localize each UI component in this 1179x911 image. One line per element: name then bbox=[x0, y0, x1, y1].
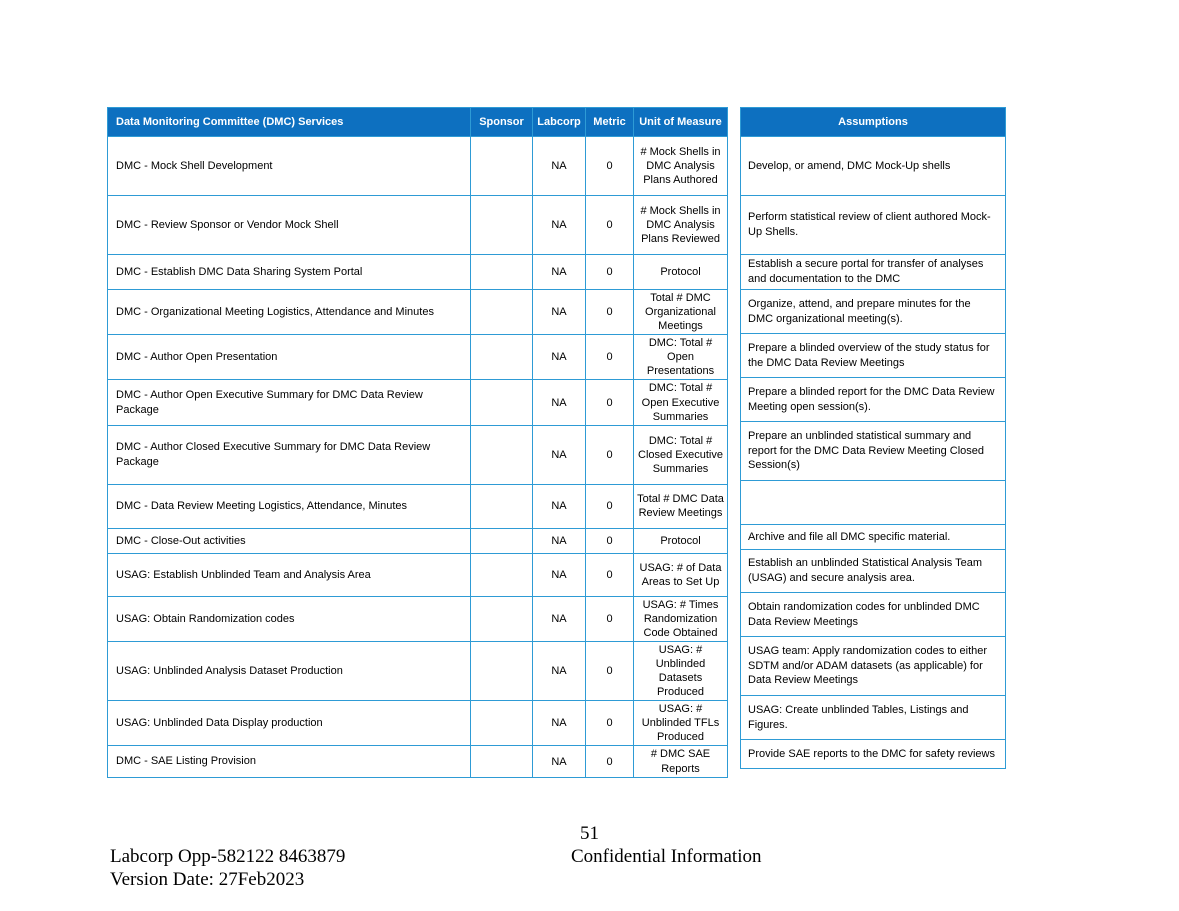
labcorp-cell: NA bbox=[533, 380, 586, 425]
page-number: 51 bbox=[580, 823, 599, 844]
assumption-cell: USAG: Create unblinded Tables, Listings and Figures. bbox=[741, 696, 1006, 740]
labcorp-cell: NA bbox=[533, 255, 586, 290]
labcorp-cell: NA bbox=[533, 596, 586, 641]
unit-of-measure-cell: # Mock Shells in DMC Analysis Plans Reviewed bbox=[634, 196, 728, 255]
labcorp-cell: NA bbox=[533, 553, 586, 596]
assumption-cell bbox=[741, 481, 1006, 525]
metric-cell: 0 bbox=[586, 425, 634, 484]
service-cell: DMC - Author Open Presentation bbox=[108, 335, 471, 380]
assumption-cell: Prepare a blinded report for the DMC Data Review Meeting open session(s). bbox=[741, 378, 1006, 422]
metric-cell: 0 bbox=[586, 553, 634, 596]
unit-of-measure-cell: Protocol bbox=[634, 255, 728, 290]
assumption-row bbox=[741, 137, 1006, 196]
service-row bbox=[108, 596, 728, 641]
services-table-body bbox=[108, 137, 728, 778]
service-cell: DMC - SAE Listing Provision bbox=[108, 746, 471, 777]
labcorp-cell: NA bbox=[533, 425, 586, 484]
assumption-row bbox=[741, 290, 1006, 334]
sponsor-cell bbox=[471, 425, 533, 484]
service-cell: USAG: Unblinded Analysis Dataset Production bbox=[108, 641, 471, 700]
metric-cell: 0 bbox=[586, 196, 634, 255]
sponsor-cell bbox=[471, 335, 533, 380]
unit-of-measure-cell: DMC: Total # Open Presentations bbox=[634, 335, 728, 380]
unit-of-measure-cell: DMC: Total # Open Executive Summaries bbox=[634, 380, 728, 425]
sponsor-cell bbox=[471, 596, 533, 641]
services-table-header bbox=[108, 108, 728, 137]
service-row bbox=[108, 701, 728, 746]
sponsor-cell bbox=[471, 137, 533, 196]
sponsor-cell bbox=[471, 290, 533, 335]
labcorp-cell: NA bbox=[533, 137, 586, 196]
metric-cell: 0 bbox=[586, 484, 634, 528]
service-row bbox=[108, 196, 728, 255]
assumption-cell: Establish a secure portal for transfer of analyses and documentation to the DMC bbox=[741, 255, 1006, 290]
assumption-row bbox=[741, 525, 1006, 550]
assumption-cell: Develop, or amend, DMC Mock-Up shells bbox=[741, 137, 1006, 196]
assumption-cell: Prepare an unblinded statistical summary and report for the DMC Data Review Meeting Closed Session(s) bbox=[741, 422, 1006, 481]
sponsor-cell bbox=[471, 641, 533, 700]
metric-cell: 0 bbox=[586, 255, 634, 290]
footer-version-line: Version Date: 27Feb2023 bbox=[110, 869, 305, 890]
assumptions-column-header: Assumptions bbox=[741, 108, 1006, 137]
assumptions-table-body bbox=[741, 137, 1006, 769]
sponsor-column-header: Sponsor bbox=[471, 108, 533, 137]
assumption-row bbox=[741, 255, 1006, 290]
assumption-cell: Perform statistical review of client authored Mock-Up Shells. bbox=[741, 196, 1006, 255]
service-row bbox=[108, 255, 728, 290]
labcorp-cell: NA bbox=[533, 528, 586, 553]
services-header-row bbox=[108, 108, 728, 137]
service-row bbox=[108, 641, 728, 700]
metric-cell: 0 bbox=[586, 746, 634, 777]
sponsor-cell bbox=[471, 746, 533, 777]
assumption-cell: Archive and file all DMC specific material. bbox=[741, 525, 1006, 550]
confidential-text: Confidential Information bbox=[571, 846, 762, 867]
sponsor-cell bbox=[471, 553, 533, 596]
unit-of-measure-column-header: Unit of Measure bbox=[634, 108, 728, 137]
assumptions-header-row bbox=[741, 108, 1006, 137]
unit-of-measure-cell: USAG: # of Data Areas to Set Up bbox=[634, 553, 728, 596]
unit-of-measure-cell: # Mock Shells in DMC Analysis Plans Authored bbox=[634, 137, 728, 196]
service-cell: DMC - Author Closed Executive Summary for DMC Data Review Package bbox=[108, 425, 471, 484]
assumption-row bbox=[741, 696, 1006, 740]
service-cell: USAG: Obtain Randomization codes bbox=[108, 596, 471, 641]
sponsor-cell bbox=[471, 484, 533, 528]
assumption-cell: Organize, attend, and prepare minutes for the DMC organizational meeting(s). bbox=[741, 290, 1006, 334]
metric-column-header: Metric bbox=[586, 108, 634, 137]
assumption-row bbox=[741, 334, 1006, 378]
labcorp-cell: NA bbox=[533, 641, 586, 700]
unit-of-measure-cell: USAG: # Unblinded Datasets Produced bbox=[634, 641, 728, 700]
labcorp-cell: NA bbox=[533, 746, 586, 777]
service-cell: DMC - Review Sponsor or Vendor Mock Shell bbox=[108, 196, 471, 255]
labcorp-cell: NA bbox=[533, 484, 586, 528]
assumptions-table bbox=[740, 107, 1006, 769]
labcorp-cell: NA bbox=[533, 290, 586, 335]
assumption-row bbox=[741, 550, 1006, 593]
service-row bbox=[108, 137, 728, 196]
footer-opp-line: Labcorp Opp-582122 8463879 bbox=[110, 846, 346, 867]
assumptions-table-header bbox=[741, 108, 1006, 137]
assumption-row bbox=[741, 378, 1006, 422]
assumption-row bbox=[741, 637, 1006, 696]
metric-cell: 0 bbox=[586, 380, 634, 425]
metric-cell: 0 bbox=[586, 528, 634, 553]
unit-of-measure-cell: # DMC SAE Reports bbox=[634, 746, 728, 777]
assumption-row bbox=[741, 593, 1006, 637]
service-cell: DMC - Mock Shell Development bbox=[108, 137, 471, 196]
sponsor-cell bbox=[471, 255, 533, 290]
unit-of-measure-cell: Total # DMC Organizational Meetings bbox=[634, 290, 728, 335]
service-row bbox=[108, 746, 728, 777]
service-cell: DMC - Close-Out activities bbox=[108, 528, 471, 553]
metric-cell: 0 bbox=[586, 335, 634, 380]
assumption-cell: USAG team: Apply randomization codes to either SDTM and/or ADAM datasets (as applicable) for Data Review Meetings bbox=[741, 637, 1006, 696]
service-row bbox=[108, 484, 728, 528]
unit-of-measure-cell: Protocol bbox=[634, 528, 728, 553]
services-column-header: Data Monitoring Committee (DMC) Services bbox=[108, 108, 471, 137]
service-cell: DMC - Author Open Executive Summary for DMC Data Review Package bbox=[108, 380, 471, 425]
labcorp-cell: NA bbox=[533, 335, 586, 380]
service-cell: USAG: Unblinded Data Display production bbox=[108, 701, 471, 746]
metric-cell: 0 bbox=[586, 701, 634, 746]
dmc-services-table bbox=[107, 107, 728, 778]
sponsor-cell bbox=[471, 196, 533, 255]
unit-of-measure-cell: USAG: # Unblinded TFLs Produced bbox=[634, 701, 728, 746]
service-cell: DMC - Organizational Meeting Logistics, Attendance and Minutes bbox=[108, 290, 471, 335]
labcorp-column-header: Labcorp bbox=[533, 108, 586, 137]
sponsor-cell bbox=[471, 380, 533, 425]
service-cell: DMC - Data Review Meeting Logistics, Attendance, Minutes bbox=[108, 484, 471, 528]
sponsor-cell bbox=[471, 701, 533, 746]
assumption-cell: Establish an unblinded Statistical Analysis Team (USAG) and secure analysis area. bbox=[741, 550, 1006, 593]
assumption-cell: Prepare a blinded overview of the study status for the DMC Data Review Meetings bbox=[741, 334, 1006, 378]
metric-cell: 0 bbox=[586, 641, 634, 700]
service-cell: USAG: Establish Unblinded Team and Analysis Area bbox=[108, 553, 471, 596]
assumption-row bbox=[741, 196, 1006, 255]
assumption-cell: Provide SAE reports to the DMC for safety reviews bbox=[741, 740, 1006, 769]
sponsor-cell bbox=[471, 528, 533, 553]
service-row bbox=[108, 553, 728, 596]
assumption-row bbox=[741, 740, 1006, 769]
assumption-row bbox=[741, 481, 1006, 525]
service-row bbox=[108, 380, 728, 425]
labcorp-cell: NA bbox=[533, 701, 586, 746]
unit-of-measure-cell: USAG: # Times Randomization Code Obtained bbox=[634, 596, 728, 641]
service-row bbox=[108, 335, 728, 380]
assumption-row bbox=[741, 422, 1006, 481]
unit-of-measure-cell: Total # DMC Data Review Meetings bbox=[634, 484, 728, 528]
labcorp-cell: NA bbox=[533, 196, 586, 255]
metric-cell: 0 bbox=[586, 596, 634, 641]
unit-of-measure-cell: DMC: Total # Closed Executive Summaries bbox=[634, 425, 728, 484]
service-row bbox=[108, 290, 728, 335]
service-cell: DMC - Establish DMC Data Sharing System Portal bbox=[108, 255, 471, 290]
service-row bbox=[108, 528, 728, 553]
metric-cell: 0 bbox=[586, 290, 634, 335]
metric-cell: 0 bbox=[586, 137, 634, 196]
assumption-cell: Obtain randomization codes for unblinded DMC Data Review Meetings bbox=[741, 593, 1006, 637]
service-row bbox=[108, 425, 728, 484]
